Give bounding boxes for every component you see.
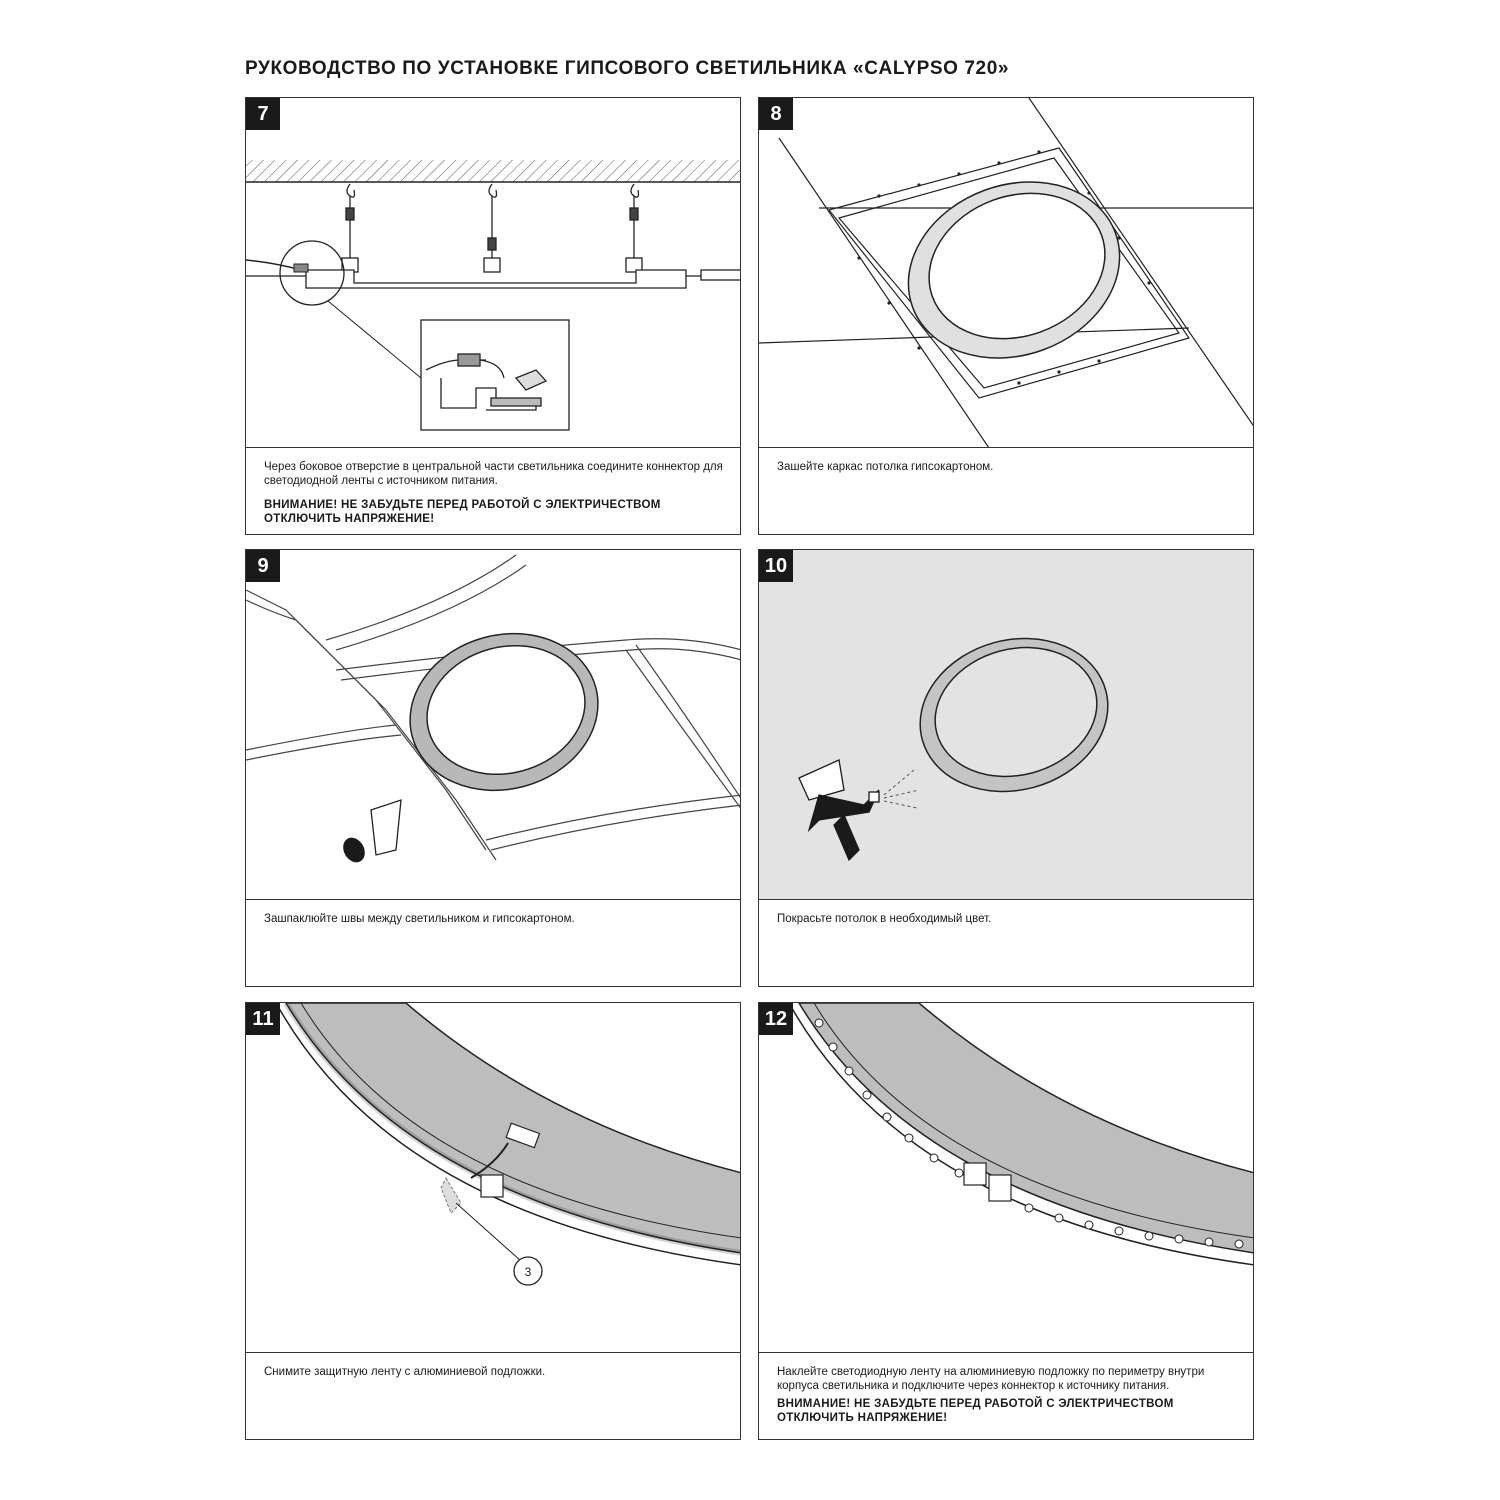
step-11-text: Снимите защитную ленту с алюминиевой подложки. [264,1366,546,1378]
step-9-illustration [246,550,741,900]
step-12-panel [758,1002,1254,1440]
concrete-slab-icon [246,160,741,182]
step-7-caption [264,460,726,526]
drywall-frame-diagram [759,98,1254,448]
connector-detail-inset [421,320,569,430]
step-10-number: 10 [759,550,793,582]
callout-number: 3 [524,1265,532,1279]
step-7-text: Через боковое отверстие в центральной части светильника соедините коннектор для светодиодной ленты с источником питания. [264,461,723,487]
step-8-panel [758,97,1254,535]
step-10-illustration [759,550,1254,900]
step-12-caption [777,1365,1239,1425]
putty-seams-diagram [246,550,741,900]
step-9-text: Зашпаклюйте швы между светильником и гипсокартоном. [264,913,575,925]
step-7-warning: ВНИМАНИЕ! НЕ ЗАБУДЬТЕ ПЕРЕД РАБОТОЙ С ЭЛЕКТРИЧЕСТВОМ ОТКЛЮЧИТЬ НАПРЯЖЕНИЕ! [264,499,661,525]
step-12-warning: ВНИМАНИЕ! НЕ ЗАБУДЬТЕ ПЕРЕД РАБОТОЙ С ЭЛЕКТРИЧЕСТВОМ ОТКЛЮЧИТЬ НАПРЯЖЕНИЕ! [777,1398,1174,1424]
step-7-illustration [246,98,741,448]
step-8-number: 8 [759,98,793,130]
step-11-panel [245,1002,741,1440]
step-12-text: Наклейте светодиодную ленту на алюминиевую подложку по периметру внутри корпуса светильника и подключите через коннектор к источнику питания. [777,1366,1205,1392]
step-7-panel [245,97,741,535]
spray-gun-icon [799,760,879,860]
suspension-hanger-icon [346,184,639,258]
step-8-illustration [759,98,1254,448]
step-9-panel [245,549,741,987]
protective-tape-icon [441,1178,461,1213]
ceiling-mount-diagram [246,98,741,448]
page-title: РУКОВОДСТВО ПО УСТАНОВКЕ ГИПСОВОГО СВЕТИЛЬНИКА «CALYPSO 720» [245,58,1010,79]
spatula-icon [339,800,401,866]
step-9-caption [264,912,726,926]
step-10-text: Покрасьте потолок в необходимый цвет. [777,913,992,925]
step-11-number: 11 [246,1003,280,1035]
spray-mist [884,770,919,808]
step-10-panel [758,549,1254,987]
led-strip-diagram [759,1003,1254,1353]
step-12-illustration [759,1003,1254,1353]
step-10-caption [777,912,1239,926]
step-8-caption [777,460,1239,474]
fixture-ring-section [799,1003,1254,1253]
step-12-number: 12 [759,1003,793,1035]
step-8-text: Зашейте каркас потолка гипсокартоном. [777,461,994,473]
remove-tape-diagram [246,1003,741,1353]
painting-diagram [759,550,1254,900]
step-7-number: 7 [246,98,280,130]
ceiling-profile-icon [246,258,741,288]
step-9-number: 9 [246,550,280,582]
step-11-illustration [246,1003,741,1353]
step-11-caption [264,1365,726,1379]
